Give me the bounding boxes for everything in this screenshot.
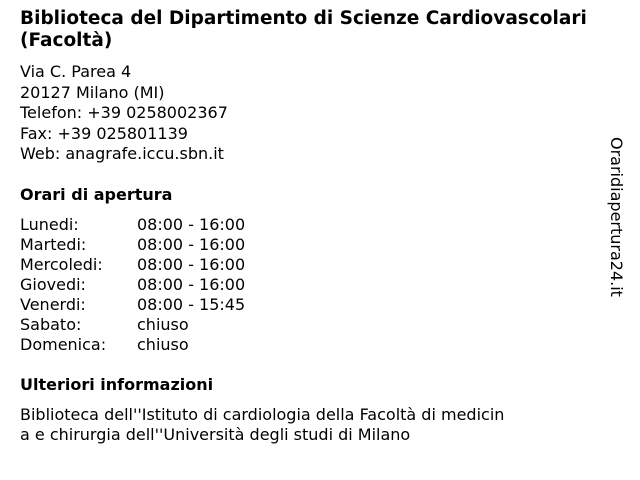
address-street: Via C. Parea 4 bbox=[20, 62, 132, 81]
day-label: Martedi: bbox=[20, 234, 87, 254]
hours-row-tuesday bbox=[20, 235, 605, 255]
day-label: Lunedi: bbox=[20, 214, 79, 234]
day-label: Venerdi: bbox=[20, 294, 86, 314]
hours-row-wednesday bbox=[20, 255, 605, 275]
time-value: chiuso bbox=[137, 334, 189, 354]
phone-number[interactable]: Telefon: +39 0258002367 bbox=[20, 103, 228, 122]
time-value: 08:00 - 16:00 bbox=[137, 234, 246, 254]
hours-row-monday bbox=[20, 215, 605, 235]
time-value: 08:00 - 16:00 bbox=[137, 274, 246, 294]
hours-row-saturday bbox=[20, 315, 605, 335]
time-value: 08:00 - 15:45 bbox=[137, 294, 246, 314]
day-label: Domenica: bbox=[20, 334, 107, 354]
time-value: chiuso bbox=[137, 314, 189, 334]
website-link[interactable]: Web: anagrafe.iccu.sbn.it bbox=[20, 144, 224, 163]
fax-number: Fax: +39 025801139 bbox=[20, 123, 188, 143]
brand-watermark: Oraridiapertura24.it bbox=[607, 137, 626, 297]
hours-row-thursday bbox=[20, 275, 605, 295]
day-label: Mercoledi: bbox=[20, 254, 103, 274]
library-title: Biblioteca del Dipartimento di Scienze Cardiovascolari (Facoltà) bbox=[20, 8, 587, 51]
time-value: 08:00 - 16:00 bbox=[137, 214, 246, 234]
contact-block bbox=[20, 62, 605, 165]
info-text: Biblioteca dell''Istituto di cardiologia della Facoltà di medicina e chirurgia dell''Università degli studi di Milano bbox=[20, 404, 505, 444]
hours-heading: Orari di apertura bbox=[20, 184, 173, 204]
day-label: Sabato: bbox=[20, 314, 82, 334]
address-city: 20127 Milano (MI) bbox=[20, 82, 165, 102]
hours-row-sunday bbox=[20, 335, 605, 355]
hours-table bbox=[20, 215, 605, 355]
library-card bbox=[20, 8, 605, 445]
info-heading: Ulteriori informazioni bbox=[20, 374, 214, 394]
hours-row-friday bbox=[20, 295, 605, 315]
time-value: 08:00 - 16:00 bbox=[137, 254, 246, 274]
day-label: Giovedi: bbox=[20, 274, 86, 294]
